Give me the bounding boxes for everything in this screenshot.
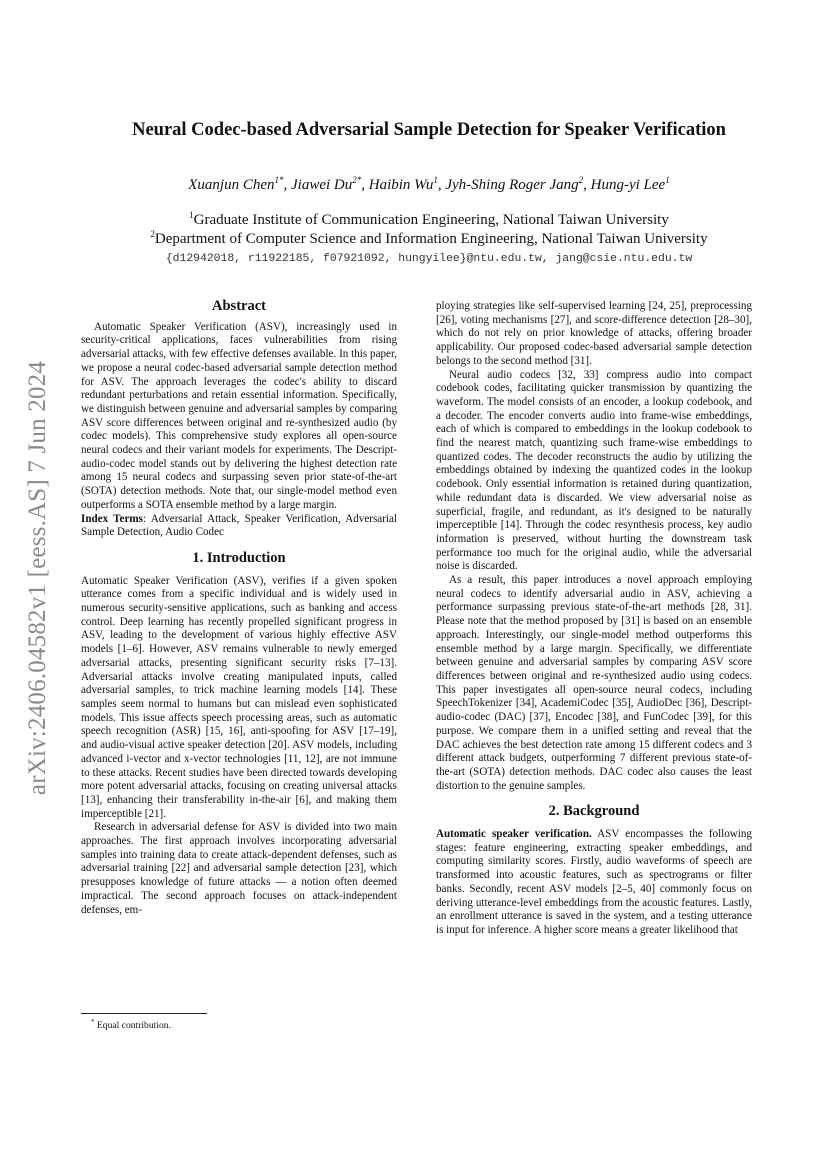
author-sup: 2 <box>578 175 584 185</box>
author-sup: 1 <box>433 175 438 185</box>
affiliation-text: Department of Computer Science and Information Engineering, National Taiwan University <box>154 231 708 247</box>
arxiv-watermark <box>18 360 58 796</box>
author-name: Xuanjun Chen <box>188 177 275 193</box>
body-paragraph: Neural audio codecs [32, 33] compress audio into compact codebook codes, facilitating quicker transmission by quantizing the waveform. The model consists of an encoder, a lookup codebook, and a decoder. The encoder converts audio into frame-wise embeddings, each of which is compared to embeddings in the lookup codebook to find the nearest match, quantizing such frame-wise embeddings to quantized codes. The decoder reconstructs the audio by utilizing the embeddings obtained by indexing the quantized codes in the lookup codebook. Only essential information is retained during quantization, while redundant data is discarded. We view adversarial noise as superficial, fragile, and redundant, as it's designed to be naturally imperceptible [14]. Through the codec resynthesis process, key audio information is preserved, without hurting the downstream task performance too much for the original audio, while the adversarial noise is discarded. <box>436 368 752 573</box>
section-heading-introduction: 1. Introduction <box>192 549 286 566</box>
author-name: Jyh-Shing Roger Jang <box>445 177 579 193</box>
affiliation <box>60 212 798 229</box>
paragraph-run-in-heading: Automatic speaker verification. <box>436 828 592 841</box>
footnote-text: Equal contribution. <box>96 1020 171 1032</box>
paragraph-text: ASV encompasses the following stages: feature engineering, extracting speaker embeddings, and computing similarity scores. Firstly, audio waveforms of speech are transformed into acoustic features, such as spectrograms or filter banks. Secondly, recent ASV models [2–5, 40] commonly focus on deriving utterance-level embeddings from the acoustic features. Lastly, an enrollment utterance is saved in the system, and a testing utterance is input for inference. A higher score means a greater likelihood that <box>436 828 752 936</box>
author-sup: 1* <box>274 175 284 185</box>
footnote-rule <box>81 1013 207 1014</box>
index-terms <box>81 513 397 540</box>
affiliation <box>60 231 798 248</box>
section-heading-background: 2. Background <box>548 803 640 820</box>
body-paragraph: Automatic Speaker Verification (ASV), verifies if a given spoken utterance comes from a specific individual and is widely used in numerous security-sensitive applications, such as banking and access control. Deep learning has recently propelled significant progress in ASV, leading to the development of various highly effective ASV models [1–6]. However, ASV remains vulnerable to newly emerged adversarial attacks, presenting significant security risks [7–13]. Adversarial attacks involve creating manipulated inputs, called adversarial samples, to trick machine learning models [14]. These samples seem normal to humans but can mislead even sophisticated models. This issue affects speech processing areas, such as automatic speech recognition (ASR) [15, 16], anti-spoofing for ASV [17–19], and audio-visual active speaker detection [20]. ASV models, including advanced i-vector and x-vector technologies [11, 12], are not immune to these attacks. Recent studies have been directed towards developing more potent adversarial attacks, focusing on creating universal attacks [13], enhancing their transferability in-the-air [6], and making them imperceptible [21]. <box>81 574 397 820</box>
author-sup: 2* <box>352 175 362 185</box>
left-column <box>81 300 397 917</box>
affiliation-sup: 1 <box>189 210 194 220</box>
footnote-mark: * <box>91 1018 95 1026</box>
author-sup: 1 <box>665 175 670 185</box>
author-name: Haibin Wu <box>368 177 434 193</box>
author-name: Hung-yi Lee <box>590 177 666 193</box>
body-paragraph <box>436 828 752 938</box>
right-column <box>436 300 752 938</box>
author-list: Xuanjun Chen$^{1*}$, Jiawei $Du^{2*}$, Haibin Wu$^1$, Jyh-Shing Roger Jang$^2$, Hung-yi Lee$^1$ <box>188 175 670 193</box>
author-emails: {d12942018, r11922185, f07921092, hungyilee}@ntu.edu.tw, jang@csie.ntu.edu.tw <box>165 253 693 265</box>
body-paragraph: As a result, this paper introduces a novel approach employing neural codecs to identify adversarial audio in ASV, achieving a performance surpassing previous state-of-the-art methods [28, 31]. Please note that the method proposed by [31] is based on an ensemble approach. Interestingly, our single-model method outperforms this ensemble method by a large margin. Specifically, we differentiate between genuine and adversarial samples by comparing ASV score differences between original and re-synthesized audio using codecs. This paper investigates all open-source neural codecs, including SpeechTokenizer [34], AcademiCodec [35], AudioDec [36], Descript-audio-codec (DAC) [37], Encodec [38], and FunCodec [39], for this purpose. We compare them in a unified setting and reveal that the DAC achieves the best detection rate among 15 different codecs and 3 different attack budgets, outperforming 7 different previous state-of-the-art (SOTA) detection methods. DAC codec also causes the least distortion to the genuine samples. <box>436 574 752 792</box>
abstract-heading: Abstract <box>212 298 266 314</box>
index-terms-text: : Adversarial Attack, Speaker Verification, Adversarial Sample Detection, Audio Codec <box>81 512 397 539</box>
abstract-text: Automatic Speaker Verification (ASV), increasingly used in security-critical applications, faces vulnerabilities from rising adversarial attacks, with few effective defenses available. In this paper, we propose a neural codec-based adversarial sample detection method for ASV. The approach leverages the codec's ability to discard redundant perturbations and retain essential information. Specifically, we distinguish between genuine and adversarial samples by comparing ASV score differences between original and re-synthesized audio (by codec models). This comprehensive study explores all open-source neural codecs and their variant models for experiments. The Descript-audio-codec model stands out by delivering the highest detection rate among 15 neural codecs and surpassing seven prior state-of-the-art (SOTA) detection methods. Note that, our single-model method even outperforms a SOTA ensemble method by a large margin. <box>81 320 397 511</box>
arxiv-identifier: arXiv:2406.04582v1 [eess.AS] 7 Jun 2024 <box>24 360 51 796</box>
footnote <box>81 1013 397 1031</box>
body-paragraph: Research in adversarial defense for ASV is divided into two main approaches. The first approach involves incorporating adversarial samples into training data to create attack-dependent defenses, such as adversarial training [22] and adversarial sample detection [23], which presupposes knowledge of future attacks — a notion often deemed impractical. The second approach focuses on attack-independent defenses, em- <box>81 821 397 916</box>
body-paragraph: ploying strategies like self-supervised learning [24, 25], preprocessing [26], voting mechanisms [27], and score-difference detection [28–30], which do not rely on prior knowledge of attacks, offering broader applicability. Our proposed codec-based adversarial sample detection belongs to the second method [31]. <box>436 300 752 367</box>
paper-title: Neural Codec-based Adversarial Sample Detection for Speaker Verification <box>132 120 726 140</box>
index-terms-label: Index Terms <box>81 512 143 525</box>
affiliation-text: Graduate Institute of Communication Engineering, National Taiwan University <box>193 212 669 228</box>
author-name: Jiawei Du <box>291 177 353 193</box>
affiliation-sup: 2 <box>150 229 155 239</box>
